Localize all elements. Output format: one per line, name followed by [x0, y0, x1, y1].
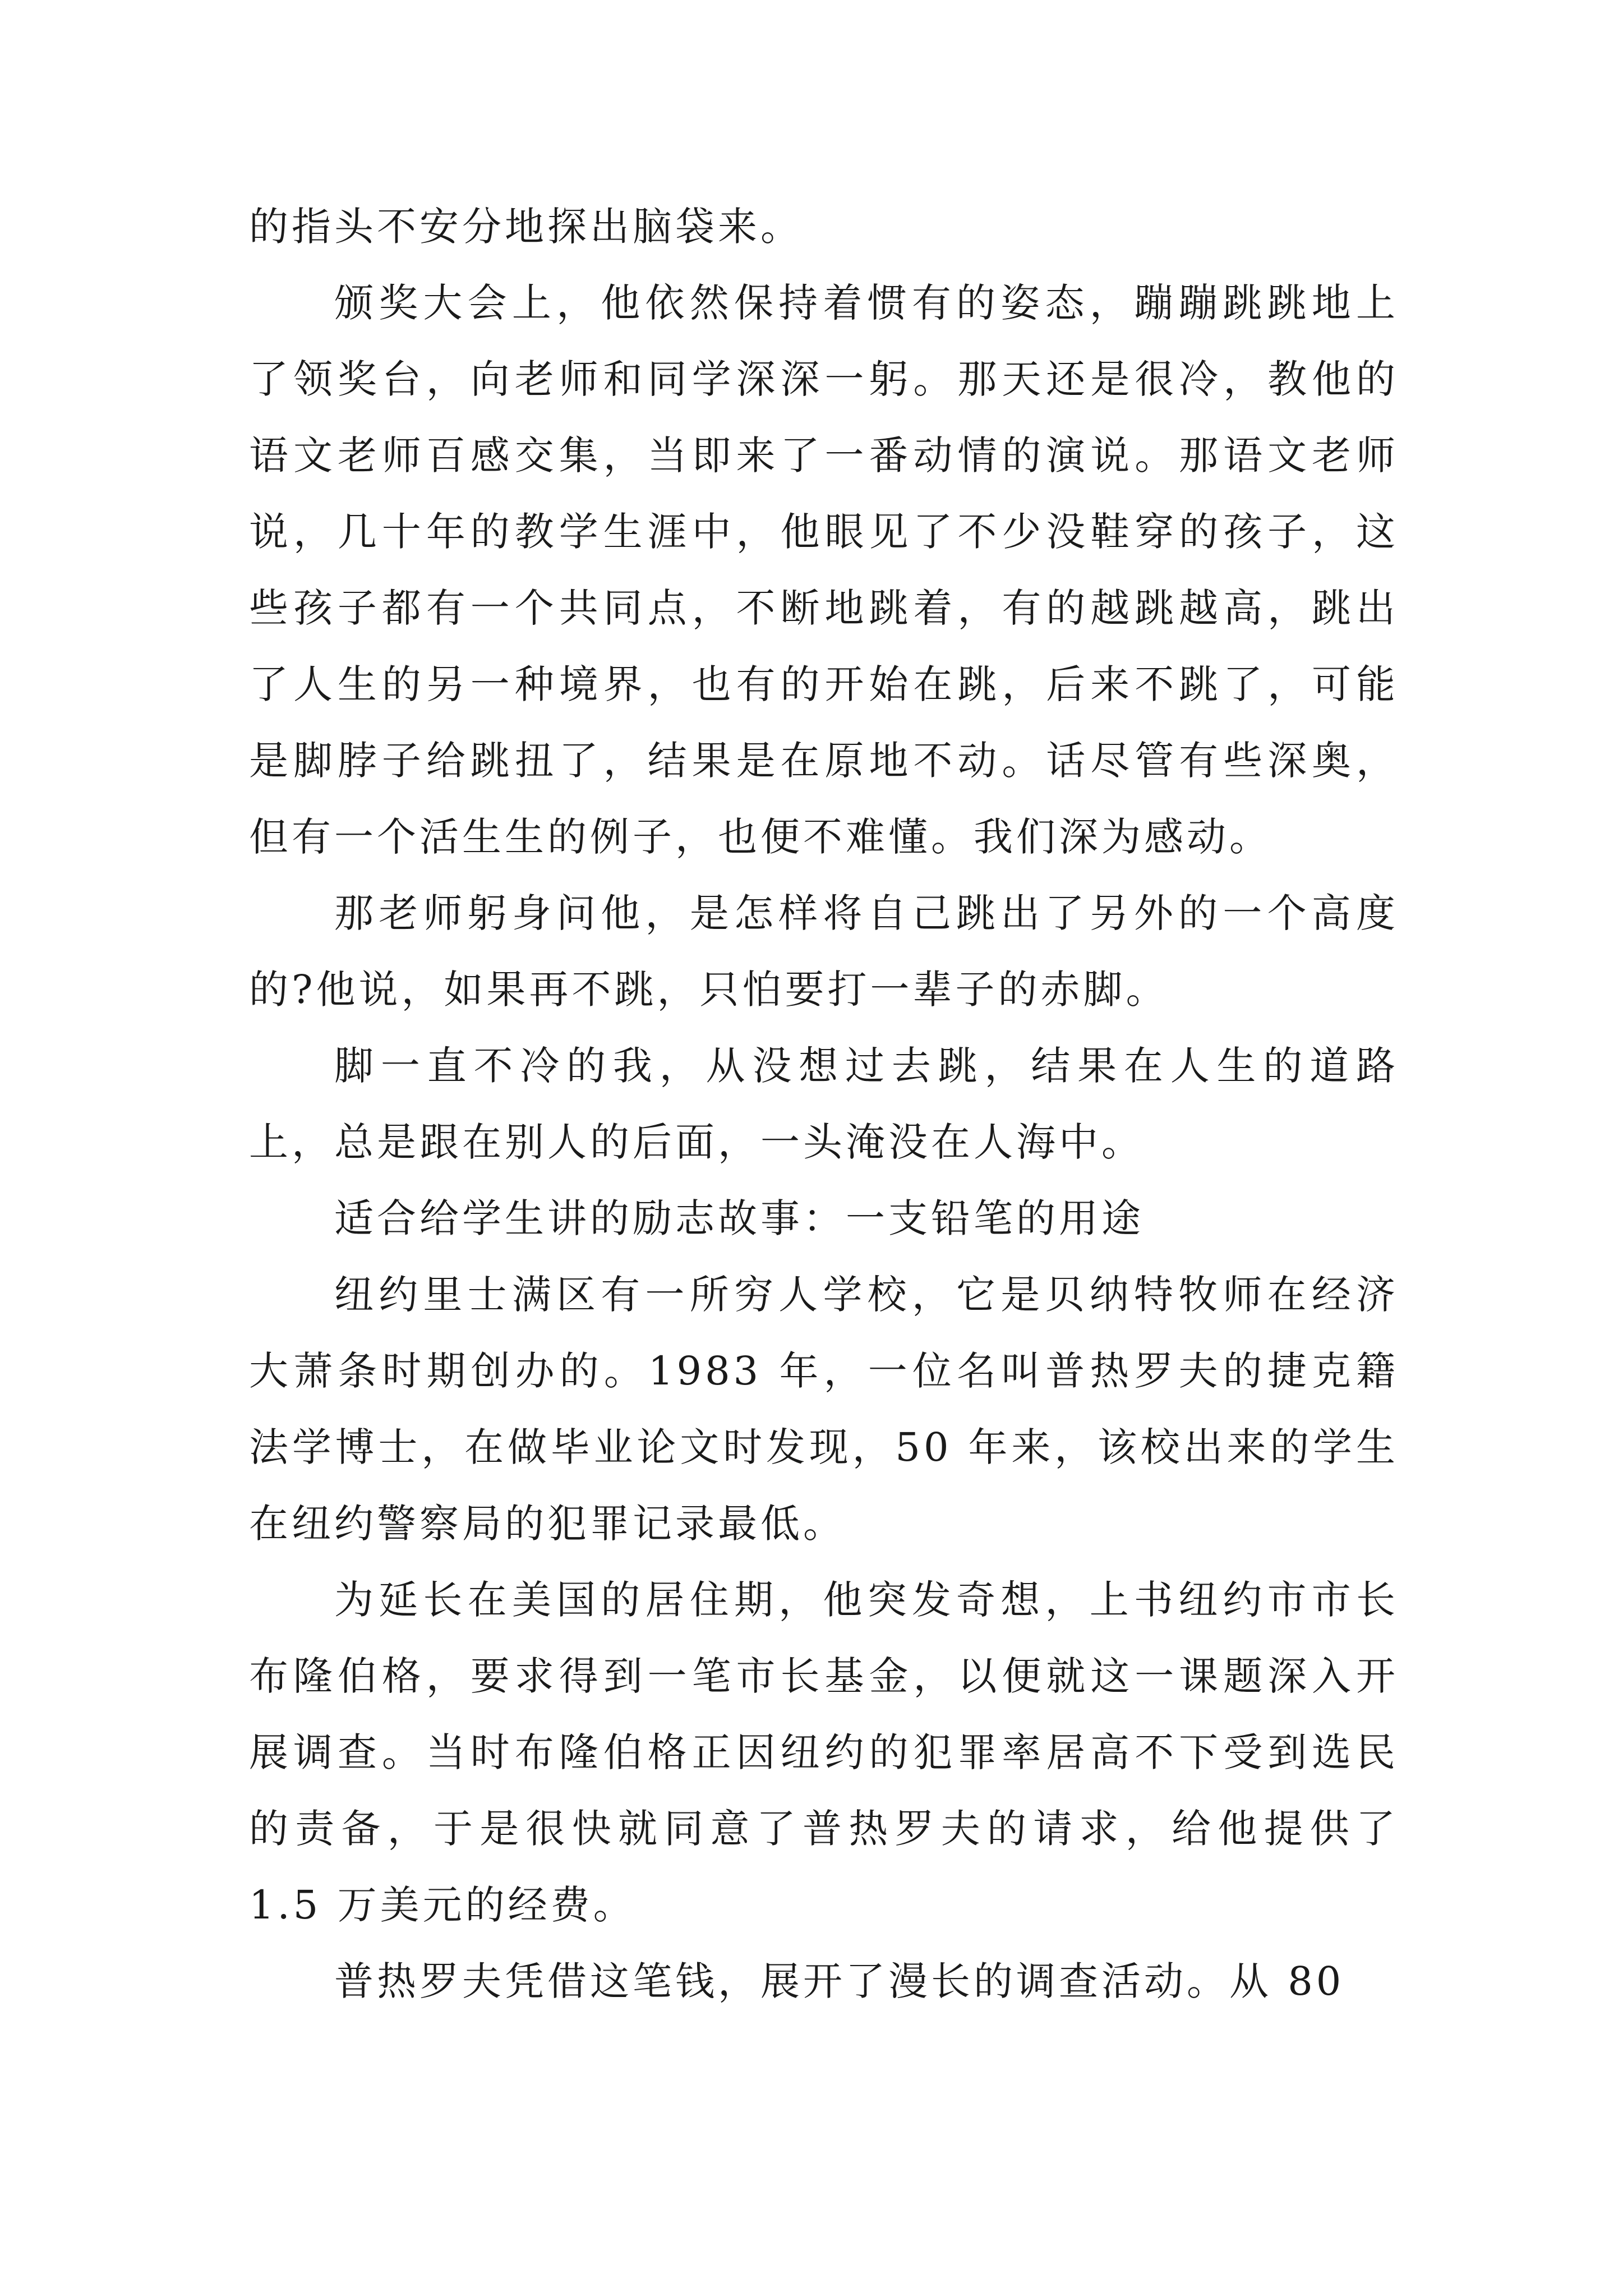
paragraph-7: 普热罗夫凭借这笔钱，展开了漫长的调查活动。从 80: [334, 1958, 1345, 2004]
paragraph-4: 脚一直不冷的我，从没想过去跳，结果在人生的道路上，总是跟在别人的后面，一头淹没在人海中。: [249, 1043, 1399, 1165]
document-body: [249, 188, 1399, 2019]
paragraph-2: 颁奖大会上，他依然保持着惯有的姿态，蹦蹦跳跳地上了领奖台，向老师和同学深深一躬。那天还是很冷，教他的语文老师百感交集，当即来了一番动情的演说。那语文老师说，几十年的教学生涯中，他眼见了不少没鞋穿的孩子，这些孩子都有一个共同点，不断地跳着，有的越跳越高，跳出了人生的另一种境界，也有的开始在跳，后来不跳了，可能是脚脖子给跳扭了，结果是在原地不动。话尽管有些深奥，但有一个活生生的例子，也便不难懂。我们深为感动。: [249, 280, 1399, 860]
paragraph-3: 那老师躬身问他，是怎样将自己跳出了另外的一个高度的?他说，如果再不跳，只怕要打一辈子的赤脚。: [249, 890, 1399, 1013]
paragraph-6: 为延长在美国的居住期，他突发奇想，上书纽约市市长布隆伯格，要求得到一笔市长基金，以便就这一课题深入开展调查。当时布隆伯格正因纽约的犯罪率居高不下受到选民的责备，于是很快就同意了普热罗夫的请求，给他提供了 1.5 万美元的经费。: [249, 1577, 1399, 1928]
paragraph-5: 纽约里士满区有一所穷人学校，它是贝纳特牧师在经济大萧条时期创办的。1983 年，一位名叫普热罗夫的捷克籍法学博士，在做毕业论文时发现，50 年来，该校出来的学生在纽约警察局的犯罪记录最低。: [249, 1272, 1399, 1547]
paragraph-1: 的指头不安分地探出脑袋来。: [249, 204, 803, 250]
section-heading: 适合给学生讲的励志故事：一支铅笔的用途: [334, 1195, 1144, 1241]
